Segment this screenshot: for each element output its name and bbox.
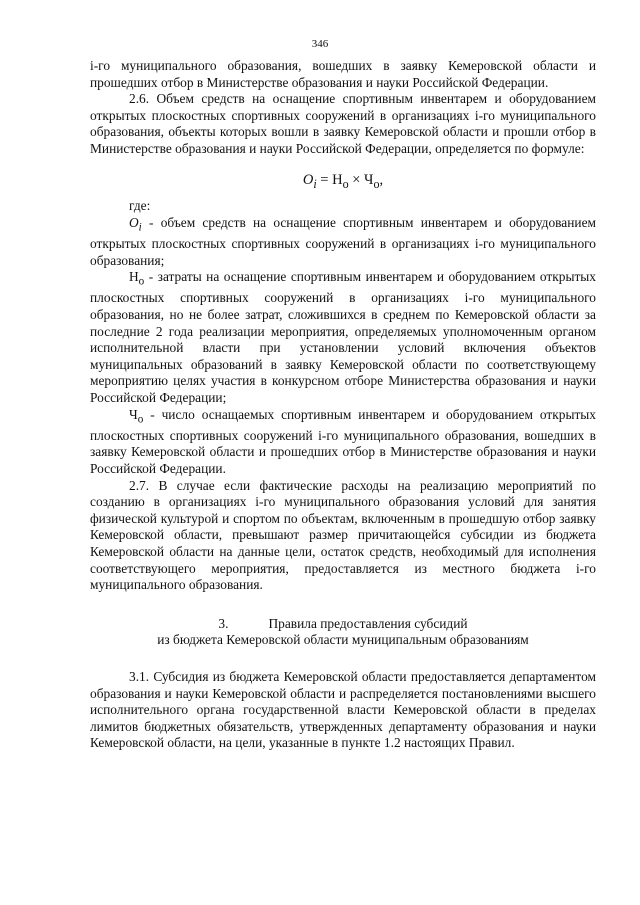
section-title-line2: из бюджета Кемеровской области муниципальным образованиям xyxy=(157,632,529,648)
def-oi-sub: i xyxy=(138,221,142,234)
def-no-symbol: Н xyxy=(129,269,139,285)
def-no-sub: о xyxy=(138,275,145,288)
page-number: 346 xyxy=(311,38,329,50)
formula-tail: , xyxy=(379,171,384,188)
paragraph-2-7: 2.7. В случае если фактические расходы на реализацию мероприятий по созданию в организациях i-го муниципального образования условий для занятия физической культурой и спортом по объектам, включенным в прошедшую отбор заявку Кемеровской области, превышают размер причитающейся субсидии из бюджета Кемеровской области на данные цели, остаток средств, необходимый для исполнения соответствующего мероприятия, предоставляется из местного бюджета i-го муниципального образования. xyxy=(90,477,596,593)
formula-lhs: O xyxy=(302,171,314,188)
paragraph-intro: i-го муниципального образования, вошедших в заявку Кемеровской области и прошедших отбор в Министерстве образования и науки Российской Федерации. xyxy=(90,58,596,90)
def-cho-text: - число оснащаемых спортивным инвентарем и оборудованием открытых плоскостных спортивных сооружений i-го муниципального образования, вошедших в заявку Кемеровской области и прошедших отбор в Министерстве образования и науки Российской Федерации. xyxy=(90,406,596,476)
paragraph-2-6: 2.6. Объем средств на оснащение спортивным инвентарем и оборудованием открытых плоскостных спортивных сооружений в организациях i-го муниципального образования, объекты которых вошли в заявку Кемеровской области и прошли отбор в Министерстве образования и науки Российской Федерации, определяется по формуле: xyxy=(90,91,596,156)
definition-oi xyxy=(90,215,596,269)
def-cho-sub: о xyxy=(137,413,144,426)
formula-lhs-sub: i xyxy=(313,176,317,191)
def-oi-text: - объем средств на оснащение спортивным инвентарем и оборудованием открытых плоскостных спортивных сооружений в организациях i-го муниципального образования; xyxy=(90,214,596,268)
paragraph-3-1: 3.1. Субсидия из бюджета Кемеровской области предоставляется департаментом образования и науки Кемеровской области и распределяется постановлениями высшего исполнительного органа государственной власти Кемеровской области в пределах лимитов бюджетных обязательств, утвержденных департаменту образования и науки Кемеровской области, на цели, указанные в пункте 1.2 настоящих Правил. xyxy=(90,668,596,751)
section-heading xyxy=(90,616,596,649)
where-label: где: xyxy=(129,198,151,214)
section-number: 3. xyxy=(218,615,229,631)
formula-rhs-sub2: о xyxy=(373,176,380,191)
formula-rhs: = Н xyxy=(316,171,343,188)
formula-times: × Ч xyxy=(348,171,374,188)
def-no-text: - затраты на оснащение спортивным инвентарем и оборудованием открытых плоскостных спортивных сооружений в организациях i-го муниципального образования, но не более затрат, сложившихся в среднем по Кемеровской области за последние 2 года реализации мероприятия, определяемых уполномоченным органом исполнительной власти при установлении условий включения объектов муниципальных образований в заявку Кемеровской области по соответствующему мероприятию целях участия в конкурсном отборе Министерства образования и науки Российской Федерации; xyxy=(90,269,596,405)
def-cho-symbol: Ч xyxy=(129,406,138,422)
definition-no xyxy=(90,269,596,406)
section-title-line1: Правила предоставления субсидий xyxy=(268,615,468,631)
formula xyxy=(90,172,596,192)
text-column xyxy=(90,58,596,752)
definition-cho xyxy=(90,407,596,478)
def-oi-symbol: O xyxy=(129,214,139,230)
formula-rhs-sub1: о xyxy=(342,176,349,191)
